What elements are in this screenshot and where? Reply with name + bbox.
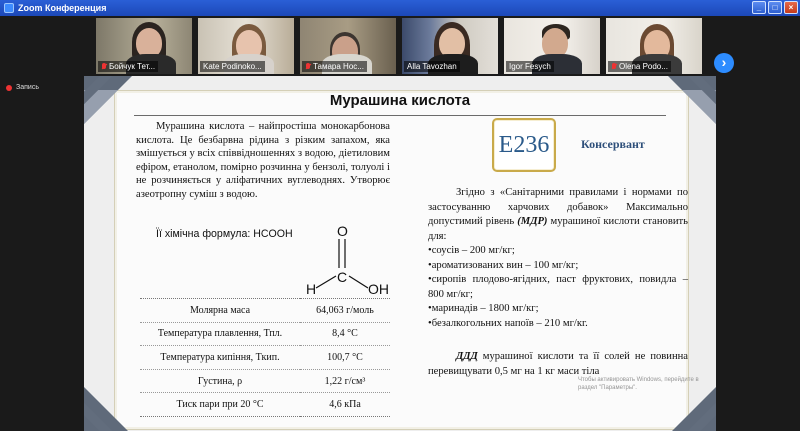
gallery-next-page-button[interactable]: ›: [714, 53, 734, 73]
participant-name: Alla Tavozhan: [404, 61, 460, 72]
regulation-paragraph: [428, 186, 688, 331]
participant-name: Тамара Нос...: [302, 61, 367, 72]
atom-c: C: [337, 269, 348, 285]
participant-name: Igor Fesych: [506, 61, 554, 72]
participant-gallery: [0, 16, 800, 76]
title-divider: [134, 115, 666, 116]
window-titlebar: [0, 0, 800, 16]
list-item: •ароматизованих вин – 100 мг/кг;: [428, 259, 579, 271]
atom-h: H: [306, 281, 317, 294]
regulation-intro-end: мурашиної кислоти становить для:: [428, 216, 688, 242]
mic-muted-icon: [305, 63, 311, 71]
table-row: Густина, ρ 1,22 г/см³: [140, 369, 390, 393]
table-row: Температура плавлення, Тпл. 8,4 °С: [140, 322, 390, 346]
list-item: •соусів – 200 мг/кг;: [428, 245, 515, 256]
participant-tile[interactable]: [96, 18, 192, 74]
recording-label: Запись: [16, 84, 39, 91]
mic-muted-icon: [101, 63, 107, 71]
participant-tile[interactable]: [606, 18, 702, 74]
list-item: •маринадів – 1800 мг/кг;: [428, 303, 539, 314]
atom-o-top: O: [337, 224, 348, 239]
right-panel: [716, 76, 800, 431]
formula-label: Її хімічна формула: HCOOH: [156, 228, 293, 240]
list-item: •сиропів плодово-ягідних, паст фруктових, повидла – 800 мг/кг;: [428, 274, 688, 300]
additive-type-label: Консервант: [581, 137, 645, 151]
slide-title: Мурашина кислота: [329, 92, 471, 109]
e-number-badge: E236: [492, 118, 556, 172]
table-row: Молярна маса 64,063 г/моль: [140, 299, 390, 323]
participant-name: Kate Podinoko...: [200, 61, 265, 72]
regulation-intro: Згідно з «Санітарними правилами і нормами по застосуванню харчових добавок» Максимально допустимий рівень: [428, 187, 688, 227]
record-dot-icon: [6, 85, 12, 91]
participant-tile[interactable]: [402, 18, 498, 74]
close-button[interactable]: ×: [784, 1, 798, 14]
formic-acid-structure: [304, 224, 394, 294]
adi-paragraph: [428, 350, 688, 379]
maximize-button[interactable]: □: [768, 1, 782, 14]
left-panel: [0, 76, 84, 431]
mdr-abbr: (МДР): [517, 216, 548, 227]
participant-tile[interactable]: [198, 18, 294, 74]
properties-table: [140, 298, 390, 417]
participant-name: Бойчук Тет...: [98, 61, 158, 72]
recording-indicator[interactable]: [6, 84, 39, 91]
window-controls: [752, 1, 798, 14]
table-row: Температура кипіння, Ткип. 100,7 °С: [140, 346, 390, 370]
zoom-app-icon: [4, 3, 14, 13]
list-item: •безалкогольних напоїв – 210 мг/кг.: [428, 317, 588, 329]
participant-tile[interactable]: [300, 18, 396, 74]
minimize-button[interactable]: _: [752, 1, 766, 14]
atom-oh: OH: [368, 281, 389, 294]
shared-screen: [84, 76, 716, 431]
window-title: Zoom Конференция: [18, 3, 107, 13]
participant-tile[interactable]: [504, 18, 600, 74]
description-paragraph: Мурашина кислота – найпростіша монокарбонова кислота. Це безбарвна рідина з різким запахом, яка змішується у всіх співвідношеннях з водою, діетиловим ефіром, етанолом, помірно розчинна у бензолі, толуолі і не розчиняється у аліфатичних вуглеводнях. Утворює азеотропну суміш з водою.: [136, 121, 390, 200]
mic-muted-icon: [611, 63, 617, 71]
participant-name: Olena Podo...: [608, 61, 671, 72]
activation-watermark: Чтобы активировать Windows, перейдите в раздел "Параметры".: [578, 377, 699, 391]
table-row: Тиск пари при 20 °С 4,6 кПа: [140, 393, 390, 417]
adi-text: мурашиної кислоти та її солей не повинна перевищувати 0,5 мг на 1 кг маси тіла: [428, 351, 688, 377]
adi-abbr: ДДД: [456, 351, 478, 362]
